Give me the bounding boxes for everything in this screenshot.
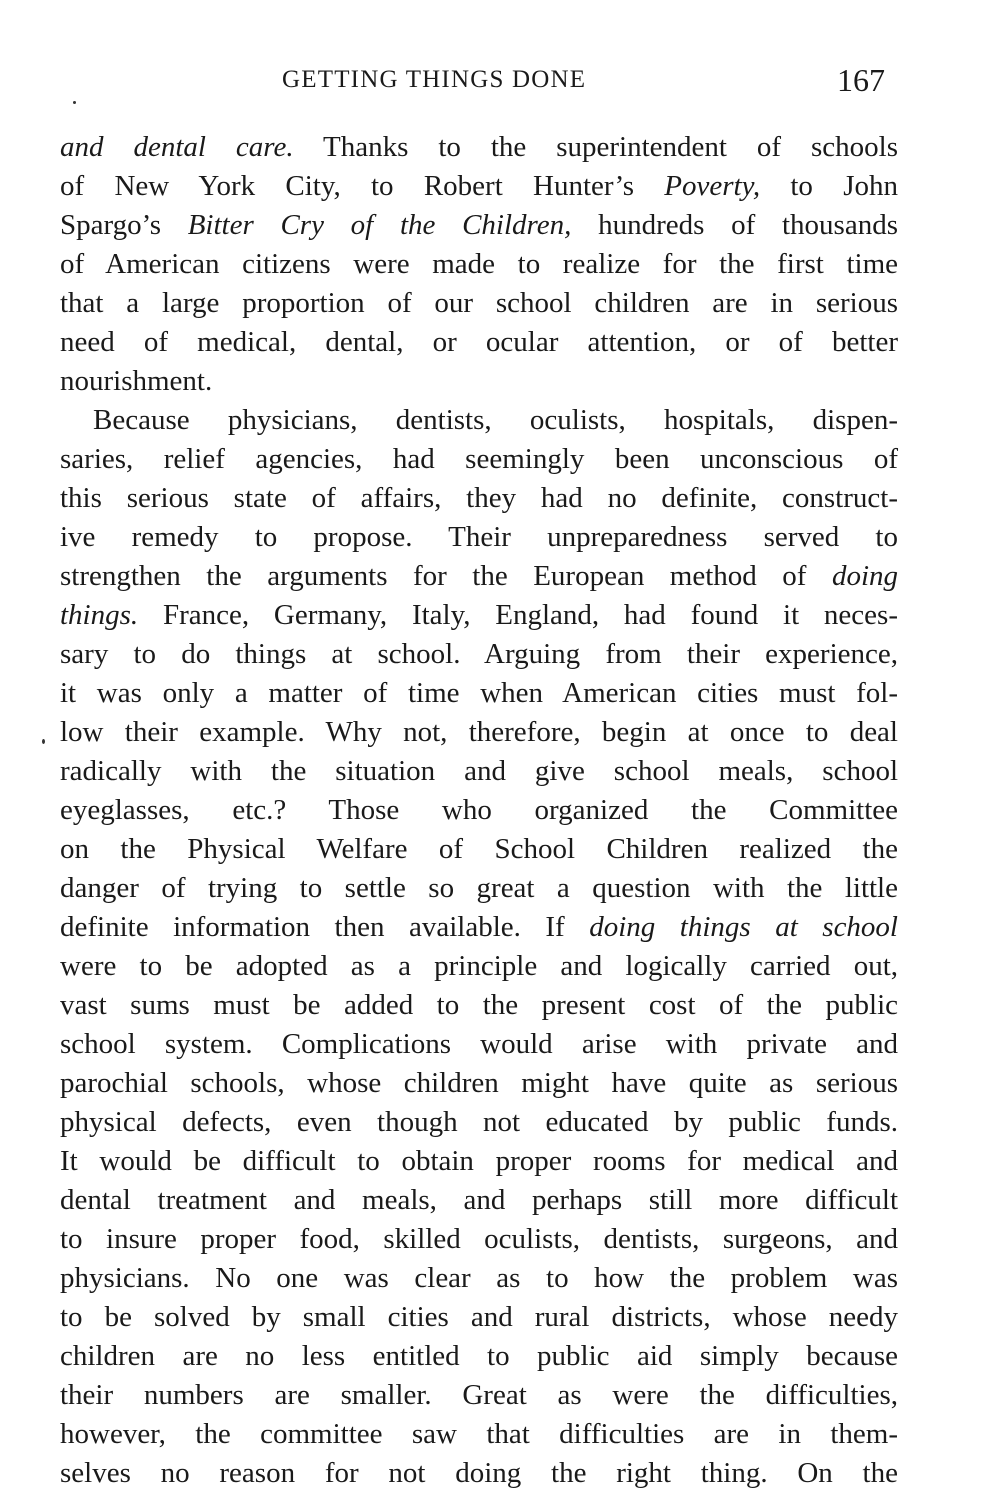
paragraph: [60, 401, 898, 1493]
page-header: [0, 60, 1000, 104]
text-span: need of medical, dental, or ocular attention, or of better: [60, 326, 898, 358]
text-line: [60, 284, 898, 323]
text-span: sary to do things at school. Arguing from their experience,: [60, 638, 898, 670]
text-line: [60, 908, 898, 947]
italic-text: Bitter Cry of the Children,: [187, 209, 572, 241]
scan-speck: [42, 739, 45, 744]
text-line: [60, 518, 898, 557]
text-span: strengthen the arguments for the European method of: [60, 560, 832, 592]
text-line: [60, 1220, 898, 1259]
text-line: [60, 557, 898, 596]
running-head: GETTING THINGS DONE: [282, 66, 587, 93]
text-span: to insure proper food, skilled oculists, dentists, surgeons, and: [60, 1223, 898, 1255]
text-line: [60, 479, 898, 518]
text-span: danger of trying to settle so great a question with the little: [60, 872, 898, 904]
text-line: [60, 1298, 898, 1337]
text-line: [60, 323, 898, 362]
text-line: [60, 1025, 898, 1064]
text-span: radically with the situation and give school meals, school: [60, 755, 898, 787]
italic-text: and dental care.: [60, 131, 294, 163]
text-line: [60, 791, 898, 830]
text-span: this serious state of affairs, they had no definite, construct-: [60, 482, 898, 514]
text-line: [60, 1064, 898, 1103]
italic-text: doing things at school: [589, 911, 898, 943]
text-line: [60, 986, 898, 1025]
text-line: [60, 752, 898, 791]
text-line: [60, 869, 898, 908]
text-span: parochial schools, whose children might have quite as serious: [60, 1067, 898, 1099]
text-line: [60, 830, 898, 869]
text-line: [60, 401, 898, 440]
text-span: of American citizens were made to realize for the first time: [60, 248, 898, 280]
text-line: [60, 167, 898, 206]
text-line: [60, 635, 898, 674]
italic-text: Poverty,: [664, 170, 761, 202]
text-span: definite information then available. If: [60, 911, 590, 943]
text-line: [60, 1376, 898, 1415]
scan-speck: [73, 101, 76, 104]
italic-text: doing: [831, 560, 898, 592]
text-span: selves no reason for not doing the right thing. On the: [60, 1457, 898, 1489]
text-line: [60, 713, 898, 752]
body-text: [60, 128, 898, 1493]
text-span: eyeglasses, etc.? Those who organized the Committee: [60, 794, 898, 826]
text-line: [60, 245, 898, 284]
text-span: on the Physical Welfare of School Children realized the: [60, 833, 898, 865]
text-span: to be solved by small cities and rural districts, whose needy: [60, 1301, 898, 1333]
text-span: their numbers are smaller. Great as were the difficulties,: [60, 1379, 898, 1411]
text-span: dental treatment and meals, and perhaps still more difficult: [60, 1184, 898, 1216]
text-span: Thanks to the superintendent of schools: [293, 131, 898, 163]
text-span: of New York City, to Robert Hunter’s: [60, 170, 665, 202]
text-span: however, the committee saw that difficulties are in them-: [60, 1418, 898, 1450]
paragraph: [60, 128, 898, 401]
italic-text: things.: [60, 599, 139, 631]
text-line: [60, 596, 898, 635]
text-line: [60, 1181, 898, 1220]
text-span: to John: [760, 170, 898, 202]
text-line: [60, 947, 898, 986]
text-line: [60, 1103, 898, 1142]
text-span: it was only a matter of time when American cities must fol-: [60, 677, 898, 709]
page-number: 167: [837, 62, 885, 98]
text-line: [60, 674, 898, 713]
text-span: school system. Complications would arise with private and: [60, 1028, 898, 1060]
text-span: It would be difficult to obtain proper rooms for medical and: [60, 1145, 898, 1177]
text-line: [60, 1454, 898, 1493]
text-line: [60, 1259, 898, 1298]
text-span: France, Germany, Italy, England, had found it neces-: [138, 599, 898, 631]
text-span: Spargo’s: [60, 209, 188, 241]
text-span: children are no less entitled to public aid simply because: [60, 1340, 898, 1372]
text-span: vast sums must be added to the present cost of the public: [60, 989, 898, 1021]
text-span: physical defects, even though not educated by public funds.: [60, 1106, 898, 1138]
text-line: [60, 1415, 898, 1454]
text-line: [60, 128, 898, 167]
text-line: [60, 1337, 898, 1376]
text-span: hundreds of thousands: [571, 209, 898, 241]
text-span: low their example. Why not, therefore, begin at once to deal: [60, 716, 898, 748]
text-span: nourishment.: [60, 365, 213, 397]
text-span: were to be adopted as a principle and logically carried out,: [60, 950, 898, 982]
text-line: [60, 1142, 898, 1181]
text-span: Because physicians, dentists, oculists, hospitals, dispen-: [93, 404, 898, 436]
text-line: [60, 206, 898, 245]
text-line: [60, 440, 898, 479]
text-span: ive remedy to propose. Their unpreparedness served to: [60, 521, 898, 553]
text-span: saries, relief agencies, had seemingly been unconscious of: [60, 443, 898, 475]
text-span: physicians. No one was clear as to how the problem was: [60, 1262, 898, 1294]
text-span: that a large proportion of our school children are in serious: [60, 287, 898, 319]
text-line: [60, 362, 898, 401]
